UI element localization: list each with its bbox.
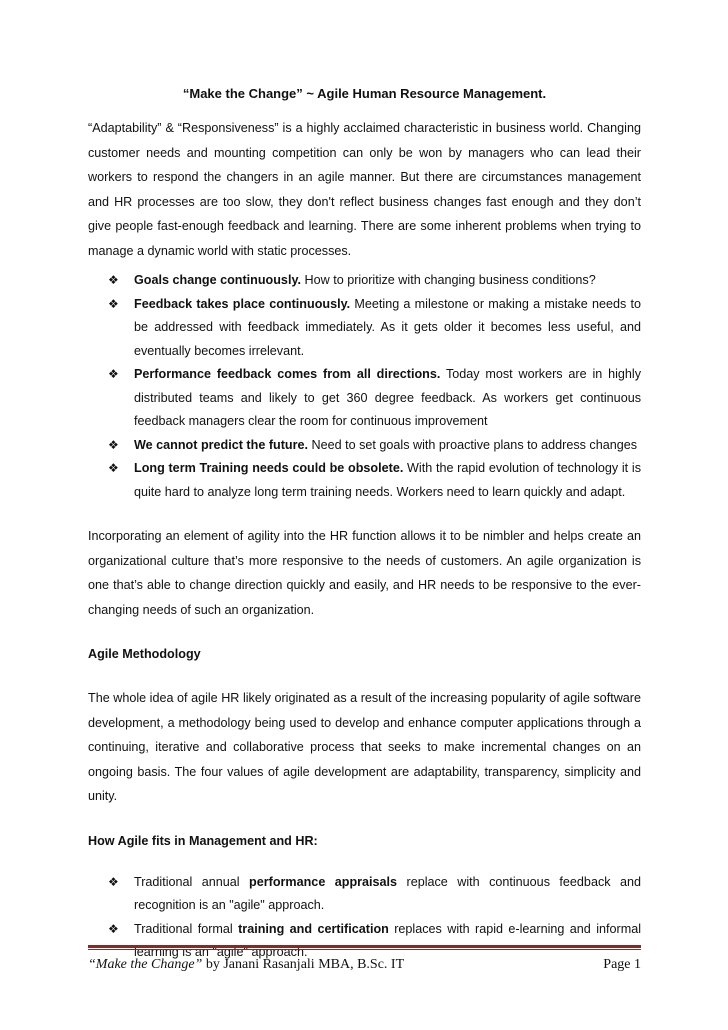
methodology-paragraph: The whole idea of agile HR likely originated as a result of the increasing popularity of agile software development, a methodology being used to develop and enhance computer applications through a continuing, iterative and collaborative process that seeks to make incremental changes on an ongoing basis. The four values of agile development are adaptability, transparency, simplicity and unity. — [88, 691, 641, 803]
diamond-bullet-icon: ❖ — [108, 296, 119, 311]
list-item: ❖ Long term Training needs could be obsolete. With the rapid evolution of technology it is quite hard to analyze long term training needs. Workers need to learn quickly and adapt. — [88, 457, 641, 504]
diamond-bullet-icon: ❖ — [108, 921, 119, 936]
page-footer — [88, 955, 641, 975]
diamond-bullet-icon: ❖ — [108, 437, 119, 452]
list-item: ❖ Feedback takes place continuously. Meeting a milestone or making a mistake needs to be addressed with feedback immediately. As it gets older it becomes less useful, and eventually becomes irrelevant. — [88, 293, 641, 364]
list-item: ❖ Goals change continuously. How to prioritize with changing business conditions? — [88, 269, 641, 293]
footer-rule-thin — [88, 949, 641, 950]
intro-paragraph: “Adaptability” & “Responsiveness” is a highly acclaimed characteristic in business world. Changing customer needs and mounting competition can only be won by managers who can lead their workers to respond the changers in an agile manner. But there are circumstances management and HR processes are too slow, they don't reflect business changes fast enough and they don’t give people fast-enough feedback and learning. There are some inherent problems when trying to manage a dynamic world with static processes. — [88, 121, 641, 258]
list-item: ❖ Traditional formal training and certification replaces with rapid e-learning and informal learning is an "agile" approach. — [88, 918, 641, 965]
diamond-bullet-icon: ❖ — [108, 367, 119, 381]
agility-paragraph: Incorporating an element of agility into the HR function allows it to be nimbler and helps create an organizational culture that’s more responsive to the needs of customers. An agile organization is one that’s able to change direction quickly and easily, and HR needs to be responsive to the ever-changing needs of such an organization. — [88, 529, 641, 617]
document-body — [88, 84, 641, 965]
document-title: “Make the Change” ~ Agile Human Resource Management. — [182, 86, 547, 101]
diamond-bullet-icon: ❖ — [108, 273, 119, 287]
fits-heading: How Agile fits in Management and HR: — [88, 833, 318, 848]
footer-rule — [88, 945, 641, 948]
problems-list — [88, 269, 641, 504]
footer-byline: “Make the Change” by Janani Rasanjali MBA, B.Sc. IT — [88, 957, 405, 972]
list-item: ❖ Performance feedback comes from all directions. Today most workers are in highly distributed teams and likely to get 360 degree feedback. As workers get continuous feedback managers clear the room for continuous improvement — [88, 363, 641, 434]
methodology-heading: Agile Methodology — [88, 647, 201, 661]
diamond-bullet-icon: ❖ — [108, 874, 119, 889]
fits-list — [88, 871, 641, 965]
list-item: ❖ We cannot predict the future. Need to set goals with proactive plans to address changes — [88, 434, 641, 458]
list-item: ❖ Traditional annual performance appraisals replace with continuous feedback and recognition is an "agile" approach. — [88, 871, 641, 918]
diamond-bullet-icon: ❖ — [108, 461, 119, 475]
page-number: Page 1 — [603, 957, 641, 972]
